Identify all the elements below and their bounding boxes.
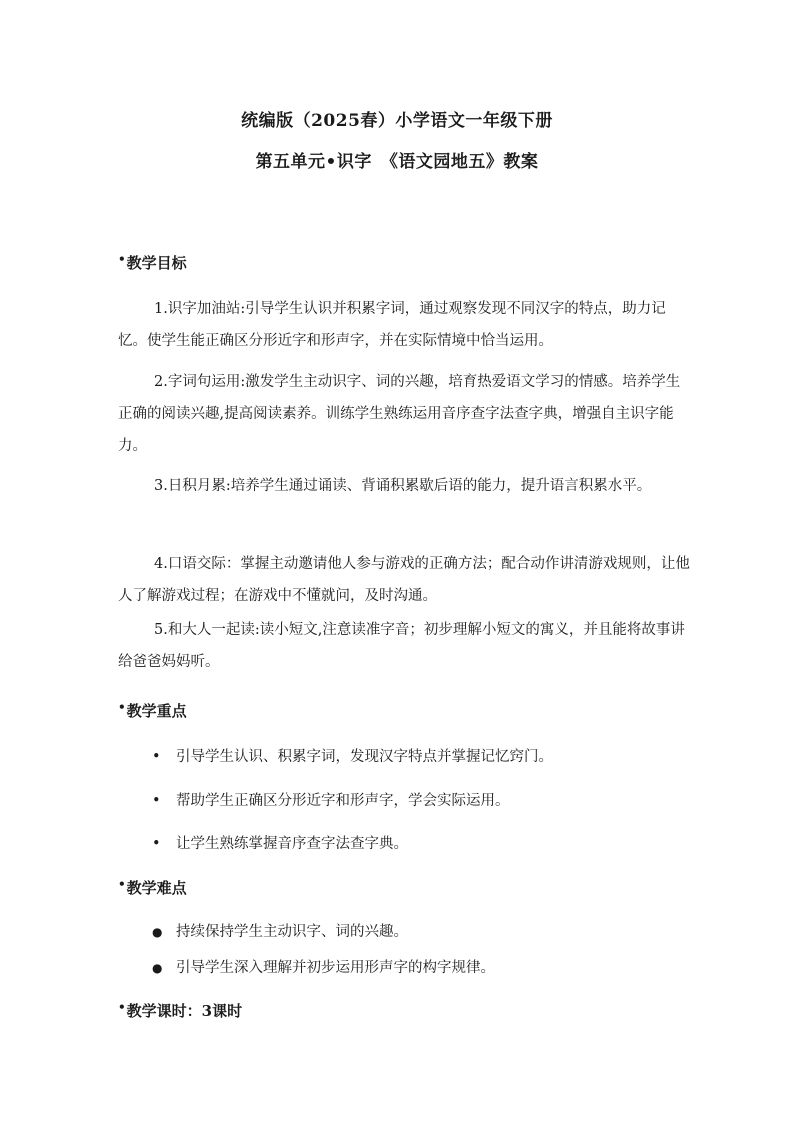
objective-item: 2.字词句运用:激发学生主动识字、词的兴趣，培育热爱语文学习的情感。培养学生正确的阅读兴趣,提高阅读素养。训练学生熟练运用音序查字法查字典，增强自主识字能力。 (118, 374, 681, 454)
document-subtitle: 第五单元•识字 《语文园地五》教案 (255, 152, 539, 172)
bullet-icon: • (152, 836, 161, 852)
bullet-icon: • (152, 793, 161, 809)
document-title: 统编版（2025春）小学语文一年级下册 (241, 111, 553, 131)
heading-label: 教学课时：3课时 (126, 1002, 243, 1020)
section-heading-objectives (118, 252, 187, 273)
section-heading-key-points (118, 700, 187, 721)
heading-bullet-icon: • (118, 252, 126, 266)
key-point-item: • 引导学生认识、积累字词，发现汉字特点并掌握记忆窍门。 (152, 749, 553, 765)
difficulty-item: ● 引导学生深入理解并初步运用形声字的构字规律。 (152, 960, 495, 976)
heading-label: 教学重点 (126, 702, 187, 720)
heading-bullet-icon: • (118, 700, 126, 714)
key-point-item: • 让学生熟练掌握音序查字法查字典。 (152, 836, 408, 852)
key-point-item: • 帮助学生正确区分形近字和形声字，学会实际运用。 (152, 793, 510, 809)
heading-bullet-icon: • (118, 1000, 126, 1014)
bullet-icon: • (152, 749, 161, 765)
section-heading-hours (118, 1000, 242, 1021)
objective-item: 5.和大人一起读:读小短文,注意读准字音；初步理解小短文的寓义，并且能将故事讲给爸爸妈妈听。 (118, 622, 685, 670)
bullet-icon: ● (152, 961, 163, 975)
heading-label: 教学难点 (126, 879, 187, 897)
section-heading-difficulties (118, 877, 187, 898)
objective-item: 3.日积月累:培养学生通过诵读、背诵积累歇后语的能力，提升语言积累水平。 (154, 478, 652, 494)
bullet-icon: ● (152, 925, 163, 939)
objective-item: 4.口语交际：掌握主动邀请他人参与游戏的正确方法；配合动作讲清游戏规则，让他人了解游戏过程；在游戏中不懂就问，及时沟通。 (118, 556, 690, 604)
difficulty-item: ● 持续保持学生主动识字、词的兴趣。 (152, 924, 408, 940)
heading-bullet-icon: • (118, 877, 126, 891)
heading-label: 教学目标 (126, 254, 187, 272)
objective-item: 1.识字加油站:引导学生认识并积累字词，通过观察发现不同汉字的特点，助力记忆。使学生能正确区分形近字和形声字，并在实际情境中恰当运用。 (118, 301, 666, 349)
